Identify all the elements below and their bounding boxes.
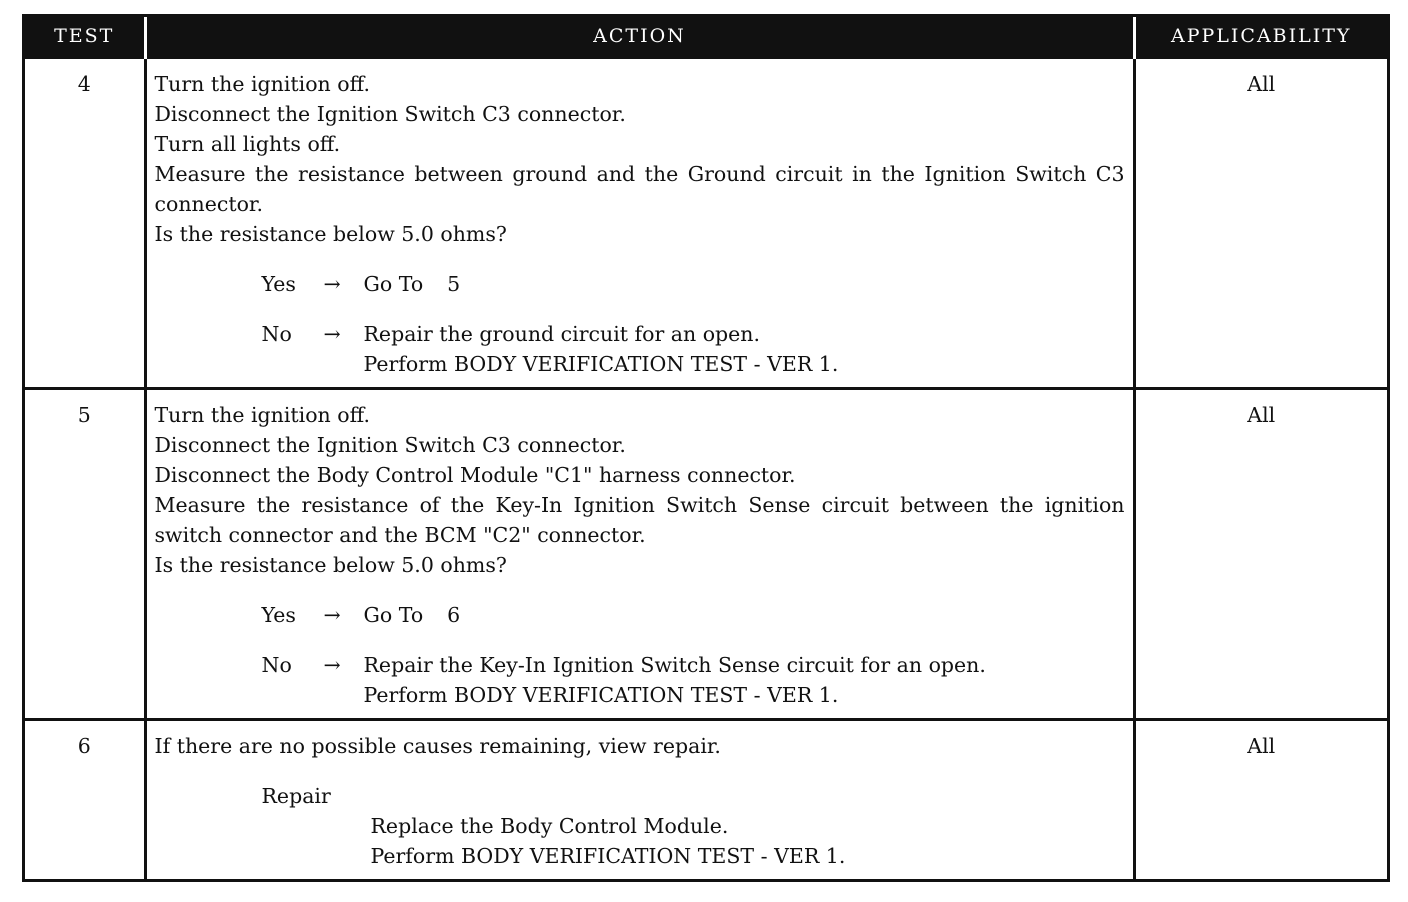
no-instruction-repair: Repair the ground circuit for an open. [363,321,761,346]
header-row [25,17,1387,57]
action-step: Is the resistance below 5.0 ohms? [154,221,507,246]
goto-target: 6 [447,602,461,627]
header-action: ACTION [145,17,1134,57]
action-step: Measure the resistance between ground and the Ground circuit in the Ignition Switch C3 connector. [154,161,1125,216]
no-label: No [261,321,292,346]
right-arrow-icon: → [323,271,341,296]
repair-instructions [371,811,1125,871]
action-step: Turn the ignition off. [154,402,370,427]
no-instructions [364,650,1125,710]
right-arrow-icon: → [323,321,341,346]
goto-link[interactable] [364,600,1125,630]
applicability-value: All [1247,733,1276,758]
header-applicability: APPLICABILITY [1134,17,1387,57]
goto-link[interactable] [364,269,1125,299]
no-label: No [261,652,292,677]
yes-label: Yes [261,602,296,627]
yes-label: Yes [261,271,296,296]
diagnostic-test-table [22,14,1390,882]
no-instruction-verify: Perform BODY VERIFICATION TEST - VER 1. [363,682,839,707]
applicability-value: All [1247,71,1276,96]
action-step: Disconnect the Ignition Switch C3 connector. [154,101,626,126]
table-row [25,388,1387,719]
yes-outcome [262,269,1125,299]
test-number: 5 [25,388,145,719]
action-cell [145,388,1134,719]
applicability-value: All [1247,402,1276,427]
no-outcome [262,650,1125,710]
goto-text: Go To [363,271,424,296]
goto-text: Go To [363,602,424,627]
repair-label: Repair [261,783,331,808]
action-step: Turn all lights off. [154,131,341,156]
right-arrow-icon: → [323,652,341,677]
action-cell [145,57,1134,388]
test-number: 6 [25,719,145,881]
goto-target: 5 [447,271,461,296]
repair-instruction-replace: Replace the Body Control Module. [370,813,729,838]
action-step: Is the resistance below 5.0 ohms? [154,552,507,577]
table-row [25,57,1387,388]
no-outcome [262,319,1125,379]
action-step: Turn the ignition off. [154,71,370,96]
action-step: If there are no possible causes remaining, view repair. [154,733,721,758]
repair-instruction-verify: Perform BODY VERIFICATION TEST - VER 1. [370,843,846,868]
action-step: Disconnect the Body Control Module "C1" harness connector. [154,462,796,487]
yes-outcome [262,600,1125,630]
header-test: TEST [25,17,145,57]
no-instruction-repair: Repair the Key-In Ignition Switch Sense circuit for an open. [363,652,986,677]
action-step: Measure the resistance of the Key-In Ignition Switch Sense circuit between the ignition switch connector and the BCM "C2" connector. [154,492,1125,547]
test-number: 4 [25,57,145,388]
right-arrow-icon: → [323,602,341,627]
no-instruction-verify: Perform BODY VERIFICATION TEST - VER 1. [363,351,839,376]
test-table [25,17,1387,881]
no-instructions [364,319,1125,379]
action-cell [145,719,1134,881]
action-step: Disconnect the Ignition Switch C3 connector. [154,432,626,457]
table-row [25,719,1387,881]
